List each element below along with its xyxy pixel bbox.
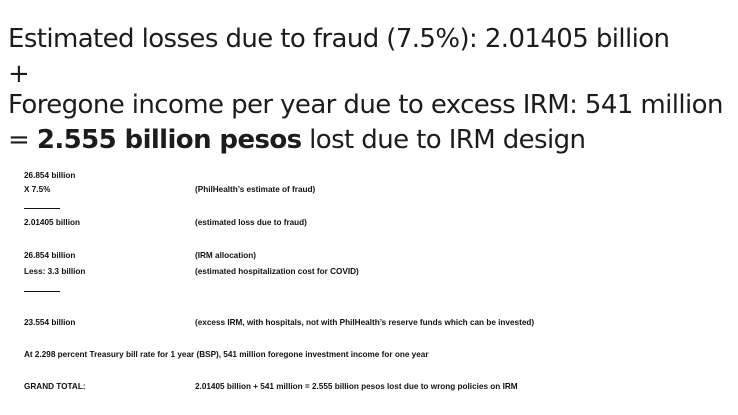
headline-total-loss bbox=[8, 125, 585, 155]
calc-grand-total-label: GRAND TOTAL: bbox=[24, 382, 86, 391]
calc-irm-note: (IRM allocation) bbox=[195, 251, 256, 260]
headline-fraud-losses: Estimated losses due to fraud (7.5%): 2.01405 billion bbox=[8, 24, 670, 54]
calc-divider bbox=[24, 291, 60, 292]
calc-irm-amount: 26.854 billion bbox=[24, 251, 76, 260]
calc-covid-less: Less: 3.3 billion bbox=[24, 267, 86, 276]
headline-plus-sign: + bbox=[8, 59, 30, 89]
calc-grand-total-value: 2.01405 billion + 541 million = 2.555 billion pesos lost due to wrong policies on IRM bbox=[195, 382, 518, 391]
calc-base-amount: 26.854 billion bbox=[24, 171, 76, 180]
calc-treasury-statement: At 2.298 percent Treasury bill rate for 1 year (BSP), 541 million foregone investment income for one year bbox=[24, 350, 429, 359]
calc-covid-note: (estimated hospitalization cost for COVID) bbox=[195, 267, 359, 276]
calc-fraud-result: 2.01405 billion bbox=[24, 218, 80, 227]
headline-foregone-income: Foregone income per year due to excess IRM: 541 million bbox=[8, 90, 723, 120]
headline-total-amount: 2.555 billion pesos bbox=[36, 125, 302, 155]
headline-total-suffix: lost due to IRM design bbox=[301, 125, 586, 155]
calc-fraud-rate: X 7.5% bbox=[24, 185, 51, 194]
headline-total-prefix: = bbox=[8, 125, 37, 155]
calc-fraud-rate-note: (PhilHealth’s estimate of fraud) bbox=[195, 185, 316, 194]
calc-fraud-result-note: (estimated loss due to fraud) bbox=[195, 218, 307, 227]
calc-divider bbox=[24, 208, 60, 209]
calc-excess-note: (excess IRM, with hospitals, not with PhilHealth’s reserve funds which can be invested) bbox=[195, 318, 535, 327]
calc-excess-amount: 23.554 billion bbox=[24, 318, 76, 327]
